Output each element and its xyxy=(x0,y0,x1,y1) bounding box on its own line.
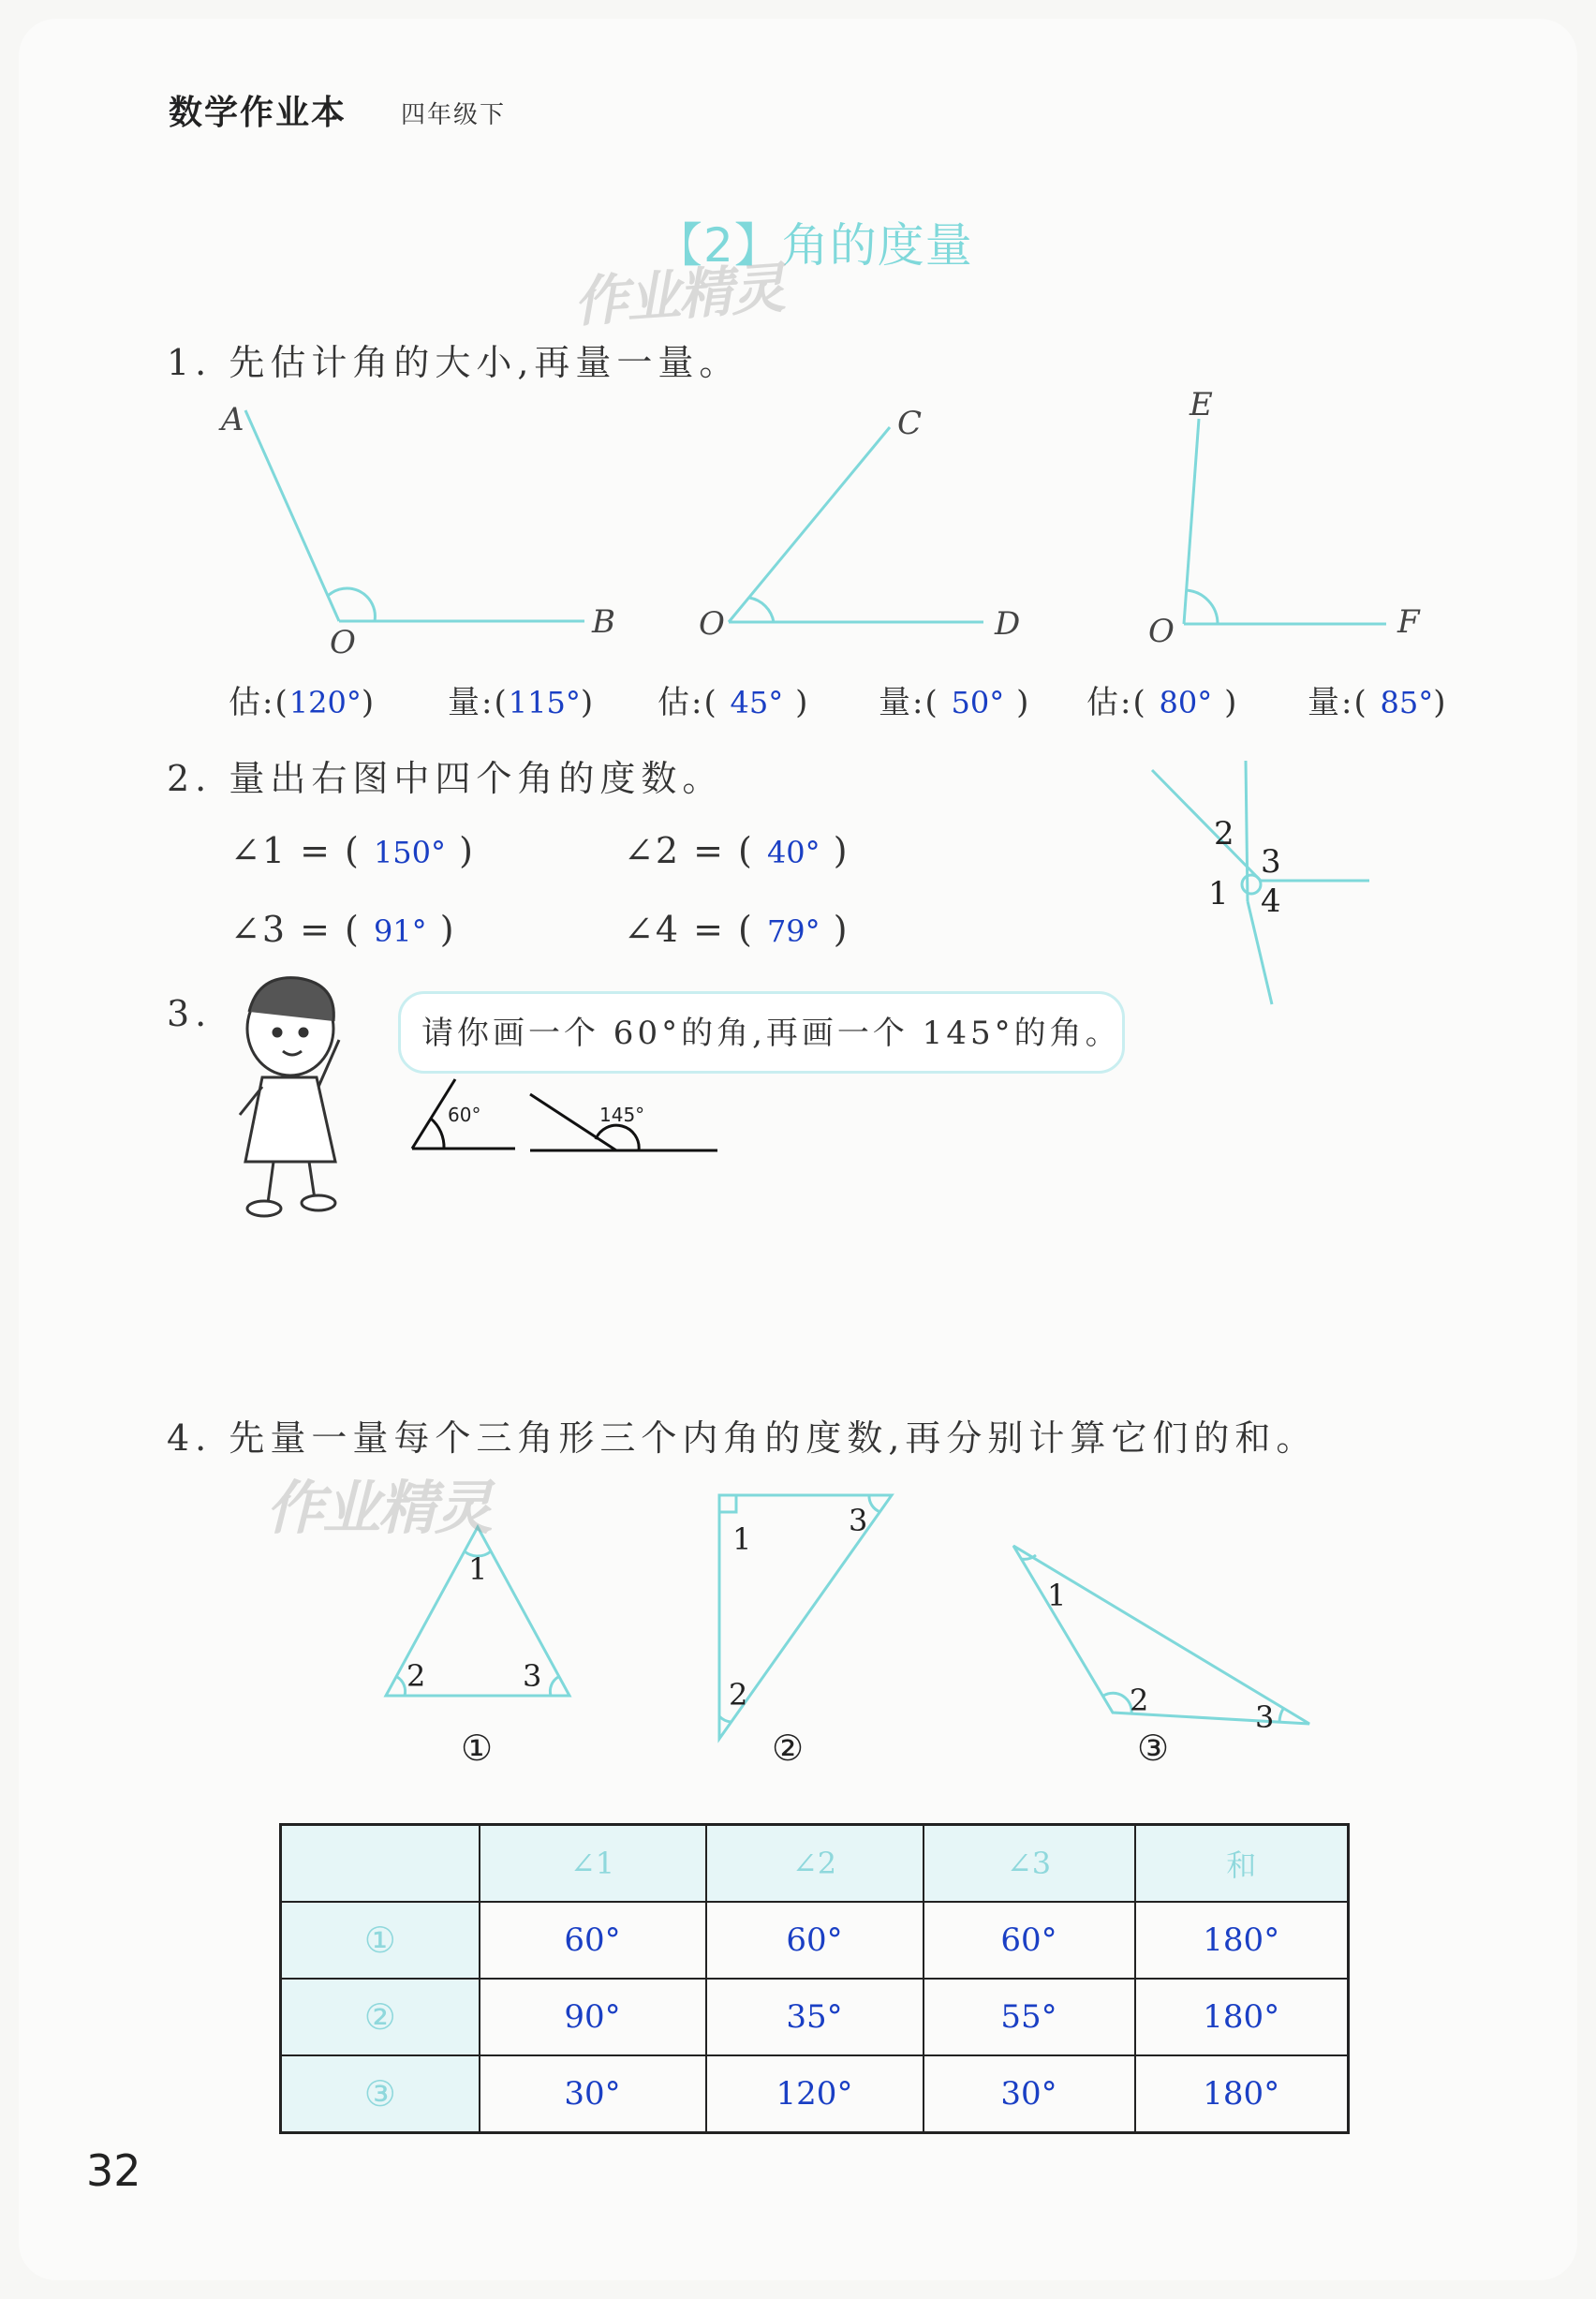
watermark: 作业精灵 xyxy=(571,256,786,334)
label-b: B xyxy=(592,603,615,641)
tri3-angle2: 2 xyxy=(1130,1683,1149,1718)
tri1-angle2: 2 xyxy=(406,1658,426,1694)
table-cell: 120° xyxy=(706,2055,924,2133)
angles-table xyxy=(279,1823,1350,2134)
book-grade: 四年级下 xyxy=(401,101,507,129)
label-a: A xyxy=(221,401,244,438)
tri3-id: ③ xyxy=(1137,1728,1170,1769)
row-id: ② xyxy=(281,1979,480,2055)
q2-fig-label-2: 2 xyxy=(1214,815,1234,853)
table-cell: 60° xyxy=(706,1902,924,1979)
q1-measure-3: 量:( 85°) xyxy=(1308,684,1448,721)
tri3-angle3: 3 xyxy=(1255,1699,1275,1735)
q2-prompt: 2. 量出右图中四个角的度数。 xyxy=(167,758,724,799)
q2-fig-label-1: 1 xyxy=(1208,875,1229,912)
table-header: ∠2 xyxy=(706,1825,924,1903)
tri1-angle1: 1 xyxy=(468,1551,488,1587)
label-o-2: O xyxy=(699,605,725,643)
table-cell: 35° xyxy=(706,1979,924,2055)
label-o-1: O xyxy=(330,624,356,661)
q2-fig-label-3: 3 xyxy=(1261,843,1281,881)
table-cell: 60° xyxy=(480,1902,706,1979)
table-row xyxy=(281,1979,1349,2055)
q4-prompt: 4. 先量一量每个三角形三个内角的度数,再分别计算它们的和。 xyxy=(167,1417,1318,1459)
angle-cod-figure xyxy=(729,427,983,622)
table-cell: 55° xyxy=(924,1979,1135,2055)
angle-aob-figure xyxy=(245,410,584,621)
girl-illustration xyxy=(240,978,339,1216)
speech-text: 请你画一个 60°的角,再画一个 145°的角。 xyxy=(421,1015,1121,1052)
table-cell: 90° xyxy=(480,1979,706,2055)
drawn-label-145: 145° xyxy=(599,1104,645,1126)
table-cell: 60° xyxy=(924,1902,1135,1979)
table-cell: 180° xyxy=(1135,1979,1349,2055)
q2-angle-3: ∠3 = ( 91° ) xyxy=(230,909,456,950)
table-row xyxy=(281,1902,1349,1979)
table-header: 和 xyxy=(1135,1825,1349,1903)
label-f: F xyxy=(1397,603,1420,641)
label-e: E xyxy=(1190,386,1213,423)
label-o-3: O xyxy=(1148,613,1175,650)
table-header xyxy=(281,1825,480,1903)
q1-prompt: 1. 先估计角的大小,再量一量。 xyxy=(167,342,741,383)
label-d: D xyxy=(995,605,1021,643)
table-header: ∠1 xyxy=(480,1825,706,1903)
q1-estimate-2: 估:( 45° ) xyxy=(658,684,810,721)
label-c: C xyxy=(897,405,923,442)
tri2-angle1: 1 xyxy=(732,1521,752,1557)
q1-estimate-1: 估:(120°) xyxy=(229,684,377,721)
q2-angle-2: ∠2 = ( 40° ) xyxy=(624,830,850,871)
table-header: ∠3 xyxy=(924,1825,1135,1903)
tri2-angle2: 2 xyxy=(729,1677,748,1713)
q1-measure-1: 量:(115°) xyxy=(448,684,596,721)
triangle-3-figure xyxy=(1013,1546,1309,1724)
table-row xyxy=(281,2055,1349,2133)
table-cell: 180° xyxy=(1135,2055,1349,2133)
tri1-id: ① xyxy=(461,1728,494,1769)
angle-eof-figure xyxy=(1184,419,1386,624)
q2-angle-4: ∠4 = ( 79° ) xyxy=(624,909,850,950)
table-cell: 180° xyxy=(1135,1902,1349,1979)
q2-angle-1: ∠1 = ( 150° ) xyxy=(230,830,475,871)
tri3-angle1: 1 xyxy=(1047,1578,1067,1613)
row-id: ③ xyxy=(281,2055,480,2133)
section-title: 【2】角的度量 xyxy=(656,218,973,273)
book-title: 数学作业本 xyxy=(169,94,347,132)
drawn-label-60: 60° xyxy=(448,1104,481,1126)
q2-fig-label-4: 4 xyxy=(1261,883,1281,920)
table-header-row xyxy=(281,1825,1349,1903)
page-number: 32 xyxy=(86,2145,141,2196)
table-cell: 30° xyxy=(480,2055,706,2133)
table-cell: 30° xyxy=(924,2055,1135,2133)
q1-estimate-3: 估:( 80° ) xyxy=(1086,684,1239,721)
row-id: ① xyxy=(281,1902,480,1979)
watermark-2: 作业精灵 xyxy=(266,1474,492,1542)
q1-measure-2: 量:( 50° ) xyxy=(879,684,1031,721)
q3-number: 3. xyxy=(167,993,213,1034)
tri2-id: ② xyxy=(772,1728,805,1769)
tri1-angle3: 3 xyxy=(523,1658,542,1694)
tri2-angle3: 3 xyxy=(849,1503,868,1538)
